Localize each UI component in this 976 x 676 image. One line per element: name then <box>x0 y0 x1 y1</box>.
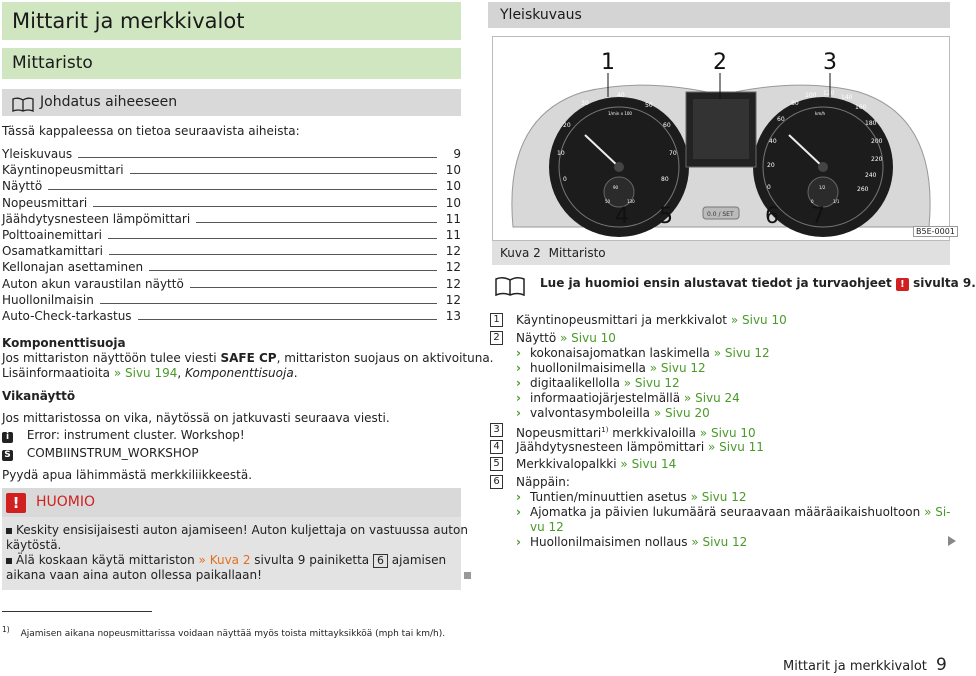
warning-line-3: Älä koskaan käytä mittariston » Kuva 2 sivulta 9 painiketta 6 ajamisen <box>6 553 446 568</box>
legend-item: › informaatiojärjestelmällä » Sivu 24 <box>516 391 740 405</box>
legend-item: › Tuntien/minuuttien asetus » Sivu 12 <box>516 490 747 504</box>
page-link[interactable]: » Sivu 10 <box>699 426 756 440</box>
figure-caption: Kuva 2 Mittaristo <box>492 241 950 265</box>
bullet-icon <box>6 528 12 534</box>
legend-item: › valvontasymboleilla » Sivu 20 <box>516 406 710 420</box>
component-more-info: Lisäinformaatioita » Sivu 194, Komponenttisuoja. <box>2 366 298 380</box>
tacho-tick: 80 <box>661 176 669 183</box>
toc-page: 13 <box>440 308 461 324</box>
toc-page: 12 <box>440 243 461 259</box>
toc-label: Osamatkamittari <box>2 243 109 259</box>
overview-header: Yleiskuvaus <box>488 2 950 28</box>
intro-text: Tässä kappaleessa on tietoa seuraavista aiheista: <box>2 124 300 138</box>
speedo-tick: 200 <box>871 138 883 145</box>
fault-text: Jos mittaristossa on vika, näytössä on jatkuvasti seuraava viesti. <box>2 411 390 425</box>
legend-item: 6 Näppäin: <box>516 475 570 490</box>
speedo-tick: 60 <box>777 116 785 123</box>
fuel-tick: 0 <box>811 199 814 204</box>
footnote-divider <box>2 611 152 612</box>
legend-item: 3 Nopeusmittari$^{1)}$ merkkivaloilla » Sivu 10 <box>516 423 756 441</box>
toc-label: Nopeusmittari <box>2 195 93 211</box>
legend-item: › Huollonilmaisimen nollaus » Sivu 12 <box>516 535 748 549</box>
bullet-icon <box>6 558 12 564</box>
fuel-tick: 1/2 <box>819 185 826 190</box>
chevron-right-icon: › <box>516 505 521 519</box>
tacho-tick: 10 <box>557 150 565 157</box>
warning-header <box>2 488 461 517</box>
page-link[interactable]: » Sivu 12 <box>713 346 770 360</box>
toc-item[interactable] <box>2 146 461 162</box>
warning-line-2: käytöstä. <box>6 538 62 552</box>
legend-item <box>530 520 564 535</box>
legend-item: › Ajomatka ja päivien lukumäärä seuraavaan määräaikaishuoltoon » Si- <box>516 505 951 519</box>
fault-footer: Pyydä apua lähimmästä merkkiliikkeestä. <box>2 468 253 482</box>
service-icon: S <box>2 450 13 461</box>
page-link[interactable]: » Si- <box>924 505 951 519</box>
button-ref: 6 <box>373 554 388 568</box>
info-icon: i <box>2 432 13 443</box>
speedo-tick: 100 <box>805 92 817 99</box>
speedo-tick: 220 <box>871 156 883 163</box>
legend-item: › digitaalikellolla » Sivu 12 <box>516 376 680 390</box>
toc-page: 11 <box>440 227 461 243</box>
speedo-tick: 40 <box>769 138 777 145</box>
speedo-tick: 80 <box>791 100 799 107</box>
toc-label: Yleiskuvaus <box>2 146 78 162</box>
legend-number: 5 <box>490 457 503 471</box>
speedo-tick: 160 <box>855 104 867 111</box>
speedo-tick: 120 <box>823 90 835 97</box>
legend-item: 5 Merkkivalopalkki » Sivu 14 <box>516 457 676 472</box>
figure-code: B5E-0001 <box>913 226 958 237</box>
figure-link[interactable]: » Kuva 2 <box>198 553 251 567</box>
toc-item[interactable] <box>2 276 461 292</box>
tacho-tick: 0 <box>563 176 567 183</box>
speedo-tick: 180 <box>865 120 877 127</box>
chevron-right-icon: › <box>516 376 521 390</box>
legend-number: 3 <box>490 423 503 437</box>
callout-2: 2 <box>713 50 727 75</box>
tacho-tick: 60 <box>663 122 671 129</box>
speedo-tick: 140 <box>841 94 853 101</box>
temp-tick: 130 <box>627 199 635 204</box>
callout-4: 4 <box>615 204 629 229</box>
callout-1: 1 <box>601 50 615 75</box>
legend-item: 1 Käyntinopeusmittari ja merkkivalot » Sivu 10 <box>516 313 787 328</box>
chevron-right-icon: › <box>516 391 521 405</box>
tacho-tick: 70 <box>669 150 677 157</box>
page-link[interactable]: » Sivu 12 <box>649 361 706 375</box>
toc-item[interactable] <box>2 308 461 324</box>
toc-item[interactable] <box>2 162 461 178</box>
section-title: Mittaristo <box>2 48 461 79</box>
toc-item[interactable] <box>2 195 461 211</box>
legend-number: 2 <box>490 331 503 345</box>
speedo-tick: 240 <box>865 172 877 179</box>
page-number: 9 <box>936 655 947 675</box>
legend-item: 2 Näyttö » Sivu 10 <box>516 331 616 346</box>
legend-item: › kokonaisajomatkan laskimella » Sivu 12 <box>516 346 770 360</box>
page-link[interactable]: » Sivu 194 <box>113 366 178 380</box>
toc-label: Jäähdytysnesteen lämpömittari <box>2 211 196 227</box>
toc-page: 11 <box>440 211 461 227</box>
set-button-label: 0.0 / SET <box>707 211 734 218</box>
toc-label: Kellonajan asettaminen <box>2 259 149 275</box>
page-link[interactable]: » Sivu 12 <box>690 490 747 504</box>
page-link[interactable]: » Sivu 14 <box>620 457 677 471</box>
tacho-tick: 20 <box>563 122 571 129</box>
legend-item: 4 Jäähdytysnesteen lämpömittari » Sivu 11 <box>516 440 764 455</box>
warning-line-1: Keskity ensisijaisesti auton ajamiseen! Auton kuljettaja on vastuussa auton <box>6 523 468 538</box>
footer-title: Mittarit ja merkkivalot <box>783 659 927 674</box>
callout-5: 5 <box>659 204 673 229</box>
cluster-illustration <box>493 37 949 240</box>
toc-page: 9 <box>447 146 461 162</box>
chevron-right-icon: › <box>516 346 521 360</box>
toc-label: Auton akun varaustilan näyttö <box>2 276 190 292</box>
toc-item[interactable] <box>2 227 461 243</box>
speedo-tick: 0 <box>767 184 771 191</box>
toc-label: Huollonilmaisin <box>2 292 100 308</box>
intro-title: Johdatus aiheeseen <box>40 94 178 110</box>
chevron-right-icon: › <box>516 406 521 420</box>
component-heading: Komponenttisuoja <box>2 336 126 350</box>
warning-icon: ! <box>896 278 909 291</box>
page-link[interactable]: » Sivu 12 <box>623 376 680 390</box>
toc-label: Polttoainemittari <box>2 227 108 243</box>
chevron-right-icon: › <box>516 535 521 549</box>
legend-number: 1 <box>490 313 503 327</box>
toc-label: Näyttö <box>2 178 48 194</box>
book-icon <box>12 95 34 122</box>
toc-page: 10 <box>440 195 461 211</box>
toc-item[interactable] <box>2 292 461 308</box>
page-link[interactable]: » Sivu 24 <box>683 391 740 405</box>
toc-page: 12 <box>440 259 461 275</box>
toc-page: 10 <box>440 162 461 178</box>
warning-title: HUOMIO <box>36 494 96 510</box>
note-book-icon <box>495 276 525 300</box>
callout-6: 6 <box>765 204 779 229</box>
callout-3: 3 <box>823 50 837 75</box>
page-link[interactable]: » Sivu 10 <box>730 313 787 327</box>
warning-icon: ! <box>6 493 26 513</box>
fuel-tick: 1/1 <box>833 199 840 204</box>
component-text: Jos mittariston näyttöön tulee viesti SAFE CP, mittariston suojaus on aktivoituna. <box>2 351 494 365</box>
toc-label: Auto-Check-tarkastus <box>2 308 138 324</box>
tacho-unit: 1/min x 100 <box>608 111 632 116</box>
safety-note: Lue ja huomioi ensin alustavat tiedot ja turvaohjeet ! sivulta 9. <box>540 276 976 290</box>
speedo-tick: 260 <box>857 186 869 193</box>
toc-item[interactable] <box>2 178 461 194</box>
end-marker <box>464 572 471 579</box>
temp-tick: 90 <box>613 185 619 190</box>
tacho-tick: 40 <box>617 92 625 99</box>
legend-number: 4 <box>490 440 503 454</box>
intro-bar <box>2 89 461 116</box>
toc-leader <box>2 189 437 190</box>
fault-message-1: i Error: instrument cluster. Workshop! <box>2 428 245 443</box>
page-link[interactable]: » Sivu 20 <box>653 406 710 420</box>
warning-line-4: aikana vaan aina auton ollessa paikallaan! <box>6 568 262 582</box>
speedo-unit: km/h <box>815 111 826 116</box>
toc-item[interactable] <box>2 211 461 227</box>
legend-number: 6 <box>490 475 503 489</box>
chevron-right-icon: › <box>516 361 521 375</box>
tacho-tick: 50 <box>645 102 653 109</box>
page-link[interactable]: » Sivu 11 <box>707 440 764 454</box>
fault-heading: Vikanäyttö <box>2 389 76 403</box>
chevron-right-icon: › <box>516 490 521 504</box>
page-link[interactable]: » Sivu 10 <box>560 331 616 345</box>
fault-message-2: S COMBIINSTRUM_WORKSHOP <box>2 446 199 461</box>
warning-box <box>2 488 468 590</box>
temp-tick: 50 <box>605 199 611 204</box>
toc-page: 12 <box>440 292 461 308</box>
legend-item: › huollonilmaisimella » Sivu 12 <box>516 361 706 375</box>
toc-page: 10 <box>440 178 461 194</box>
toc-label: Käyntinopeusmittari <box>2 162 130 178</box>
instrument-cluster-figure <box>492 36 950 241</box>
speedo-tick: 20 <box>767 162 775 169</box>
toc-item[interactable] <box>2 243 461 259</box>
next-page-arrow-icon <box>948 536 956 546</box>
tacho-tick: 30 <box>581 100 589 107</box>
page-link[interactable]: » Sivu 12 <box>691 535 748 549</box>
footnote: $^{1)}$ Ajamisen aikana nopeusmittarissa voidaan näyttää myös toista mittayksikköä (mph tai km/h). <box>2 625 446 639</box>
toc-item[interactable] <box>2 259 461 275</box>
callout-7: 7 <box>811 204 825 229</box>
toc-page: 12 <box>440 276 461 292</box>
chapter-title: Mittarit ja merkkivalot <box>2 2 461 40</box>
page-link[interactable]: vu 12 <box>530 520 564 534</box>
